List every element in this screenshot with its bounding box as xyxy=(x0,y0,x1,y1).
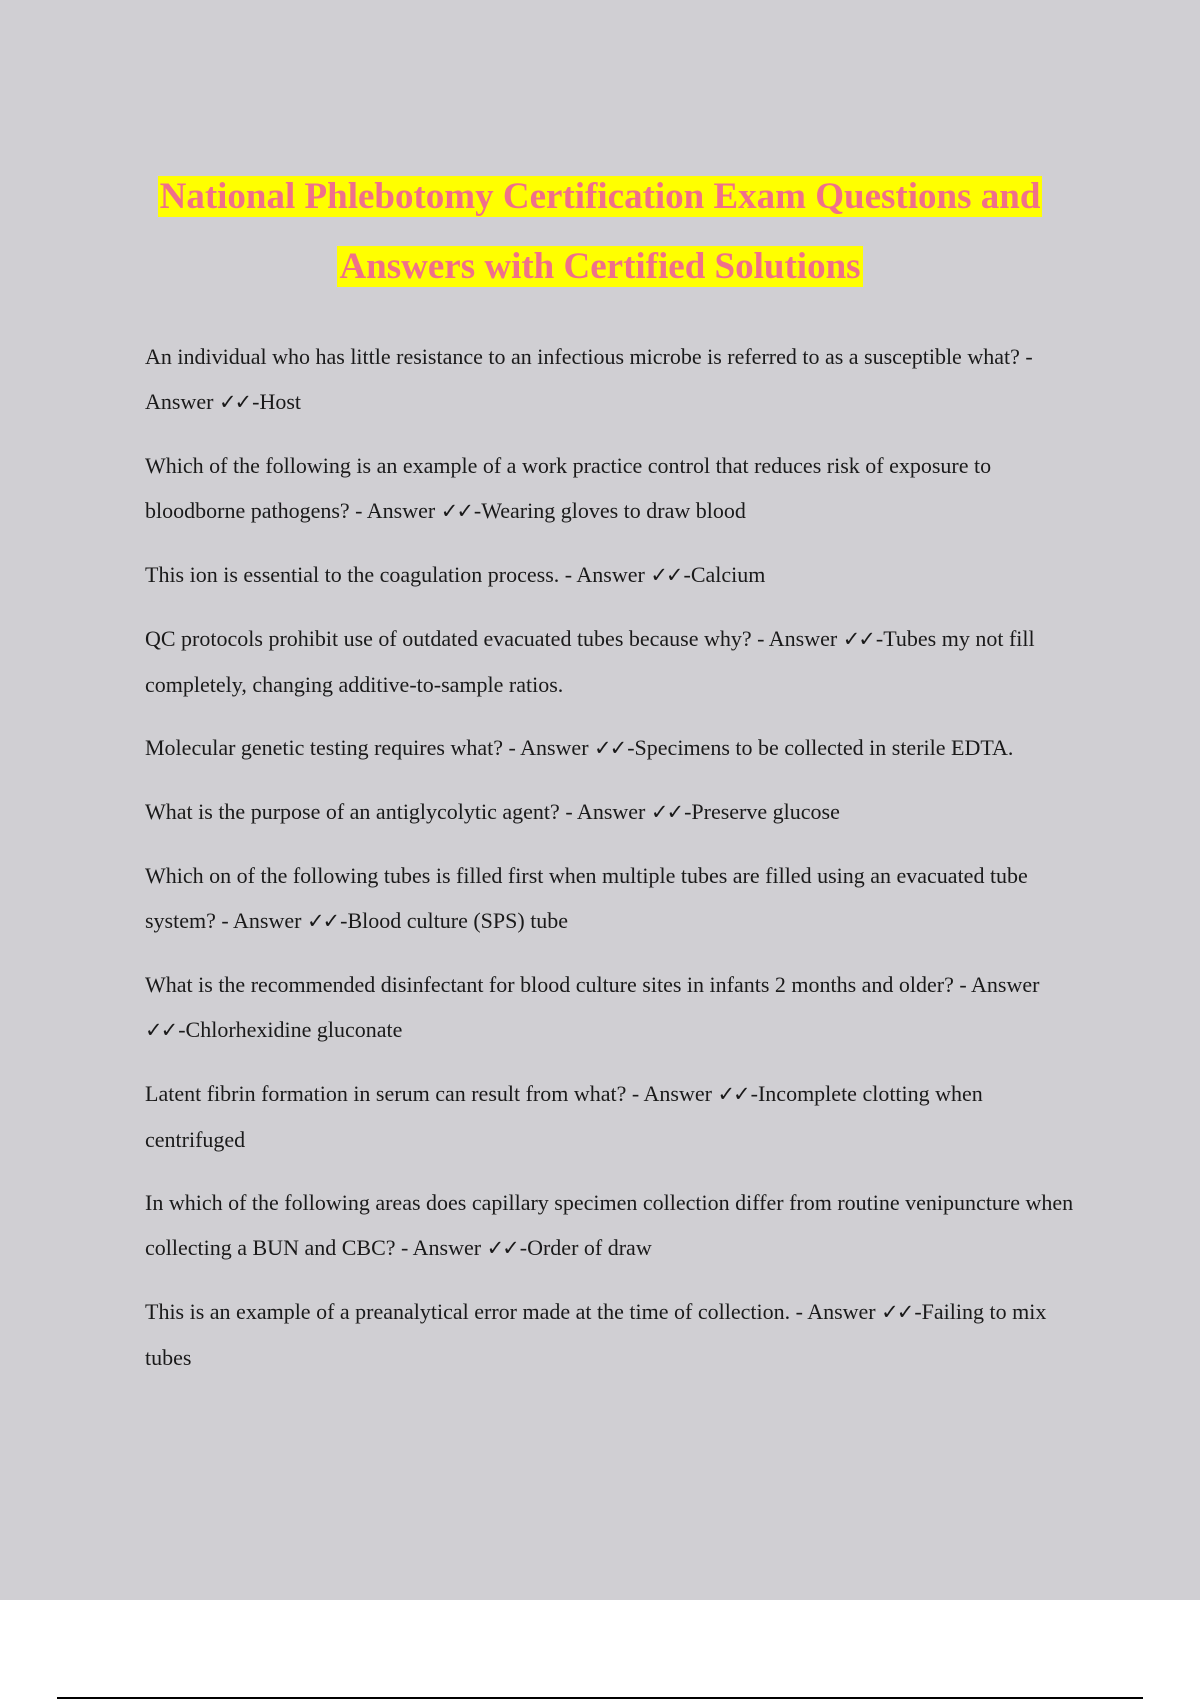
answer-prefix: - Answer xyxy=(751,626,843,651)
checkmark-icon: ✓✓ xyxy=(842,627,874,651)
answer-text: -Preserve glucose xyxy=(684,799,840,824)
title-line-1: National Phlebotomy Certification Exam Questions and xyxy=(159,176,1041,217)
answer-prefix: - Answer xyxy=(626,1081,718,1106)
qa-item xyxy=(145,789,1085,835)
checkmark-icon: ✓✓ xyxy=(594,736,626,760)
answer-prefix: - Answer xyxy=(349,498,441,523)
checkmark-icon: ✓✓ xyxy=(650,800,683,824)
question-text: Molecular genetic testing requires what? xyxy=(145,735,503,760)
answer-text: -Calcium xyxy=(683,562,766,587)
question-text: This is an example of a preanalytical error made at the time of collection. xyxy=(145,1299,791,1324)
answer-prefix: - Answer xyxy=(790,1299,882,1324)
answer-text: -Wearing gloves to draw blood xyxy=(473,498,746,523)
answer-text: -Chlorhexidine gluconate xyxy=(178,1017,403,1042)
question-text: An individual who has little resistance to an infectious microbe is referred to as a susceptible what? xyxy=(145,344,1020,369)
answer-prefix: - Answer xyxy=(215,908,307,933)
qa-item xyxy=(145,616,1085,707)
answer-text: -Specimens to be collected in sterile EDTA. xyxy=(627,735,1014,760)
question-text: Which on of the following tubes is filled first when multiple tubes are filled using an evacuated tube system? xyxy=(145,863,1028,933)
answer-prefix: - Answer xyxy=(559,799,651,824)
question-text: This ion is essential to the coagulation process. xyxy=(145,562,560,587)
qa-item xyxy=(145,853,1085,944)
document-title xyxy=(0,162,1200,302)
question-text: What is the purpose of an antiglycolytic agent? xyxy=(145,799,560,824)
question-text: Latent fibrin formation in serum can result from what? xyxy=(145,1081,627,1106)
answer-prefix: - Answer xyxy=(145,344,1033,414)
qa-item xyxy=(145,334,1085,425)
answer-prefix: - Answer xyxy=(395,1235,487,1260)
checkmark-icon: ✓✓ xyxy=(650,563,682,587)
question-text: QC protocols prohibit use of outdated evacuated tubes because why? xyxy=(145,626,752,651)
answer-prefix: - Answer xyxy=(953,972,1040,997)
checkmark-icon: ✓✓ xyxy=(145,1018,177,1042)
qa-item xyxy=(145,1289,1085,1380)
title-line-2: Answers with Certified Solutions xyxy=(339,246,861,287)
answer-prefix: - Answer xyxy=(559,562,651,587)
qa-item xyxy=(145,443,1085,534)
qa-item xyxy=(145,1180,1085,1271)
question-text: What is the recommended disinfectant for blood culture sites in infants 2 months and older? xyxy=(145,972,954,997)
answer-text: -Blood culture (SPS) tube xyxy=(340,908,569,933)
checkmark-icon: ✓✓ xyxy=(440,499,472,523)
question-text: Which of the following is an example of a work practice control that reduces risk of exposure to bloodborne pathogens? xyxy=(145,453,992,523)
answer-text: -Tubes my not fill completely, changing additive-to-sample ratios. xyxy=(145,626,1035,697)
answer-text: -Incomplete clotting when centrifuged xyxy=(145,1081,983,1152)
qa-item xyxy=(145,725,1085,771)
qa-item xyxy=(145,1071,1085,1162)
answer-prefix: - Answer xyxy=(502,735,595,760)
answer-text: -Failing to mix tubes xyxy=(145,1299,1047,1370)
qa-item xyxy=(145,552,1085,598)
checkmark-icon: ✓✓ xyxy=(717,1082,749,1106)
checkmark-icon: ✓✓ xyxy=(218,390,251,414)
answer-text: -Order of draw xyxy=(519,1235,652,1260)
question-text: In which of the following areas does capillary specimen collection differ from routine venipuncture when collecting a BUN and CBC? xyxy=(145,1190,1074,1260)
footer-divider xyxy=(57,1697,1143,1699)
checkmark-icon: ✓✓ xyxy=(486,1236,518,1260)
qa-item xyxy=(145,962,1085,1053)
checkmark-icon: ✓✓ xyxy=(881,1300,913,1324)
qa-list xyxy=(145,334,1085,1398)
answer-text: -Host xyxy=(252,389,302,414)
checkmark-icon: ✓✓ xyxy=(306,909,339,933)
